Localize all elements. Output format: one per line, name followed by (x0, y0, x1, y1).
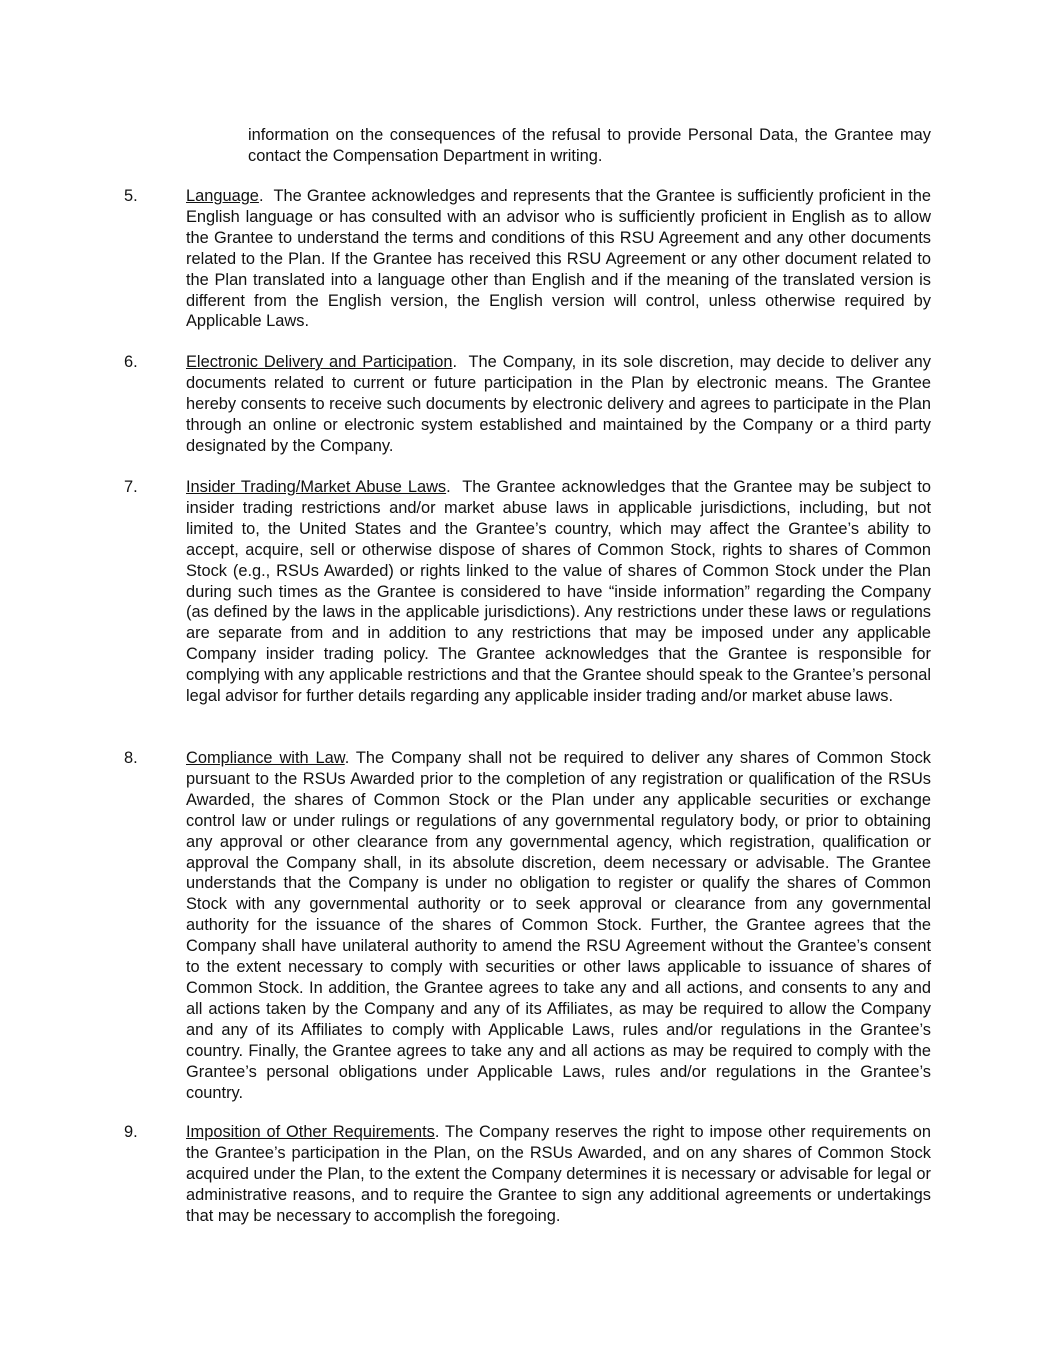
heading-separator: . (452, 353, 469, 371)
heading-separator: . (434, 1123, 445, 1141)
section-text: The Company, in its sole discretion, may decide to deliver any documents related to current or future participation in the Plan by electronic means. The Grantee hereby consents to receive such documents by electronic delivery and agrees to participate in the Plan through an online or electronic system established and maintained by the Company or a third party designated by the Company. (186, 353, 931, 455)
heading-separator: . (344, 749, 356, 767)
continuation-paragraph: information on the consequences of the refusal to provide Personal Data, the Grantee may contact the Compensation Department in writing. (248, 126, 931, 165)
section-5-language (124, 186, 931, 332)
section-number: 8. (124, 749, 138, 767)
section-9-other-requirements (124, 1122, 931, 1227)
section-number: 6. (124, 353, 138, 371)
section-heading: Compliance with Law (186, 749, 345, 767)
section-heading: Language (186, 187, 259, 205)
section-text: The Company reserves the right to impose other requirements on the Grantee’s participation in the Plan, on the RSUs Awarded, and on any shares of Common Stock acquired under the Plan, to the extent the Company determines it is necessary or advisable for legal or administrative reasons, and to require the Grantee to sign any additional agreements or undertakings that may be necessary to accomplish the foregoing. (186, 1123, 932, 1225)
section-number: 7. (124, 478, 138, 496)
section-heading: Imposition of Other Requirements (186, 1123, 435, 1141)
section-number: 9. (124, 1123, 138, 1141)
heading-separator: . (446, 478, 463, 496)
section-7-insider-trading (124, 477, 931, 707)
heading-separator: . (258, 187, 274, 205)
section-8-compliance-with-law (124, 748, 931, 1103)
section-text: The Grantee acknowledges that the Grantee may be subject to insider trading restrictions and/or market abuse laws in applicable jurisdictions, including, but not limited to, the United States and the Grantee’s country, which may affect the Grantee’s ability to accept, acquire, sell or otherwise dispose of shares of Common Stock, rights to shares of Common Stock (e.g., RSUs Awarded) or rights linked to the value of shares of Common Stock under the Plan during such times as the Grantee is considered to have “inside information” regarding the Company (as defined by the laws in the applicable jurisdictions). Any restrictions under these laws or regulations are separate from and in addition to any restrictions that may be imposed under any applicable Company insider trading policy. The Grantee acknowledges that the Grantee is responsible for complying with any applicable restrictions and that the Grantee should speak to the Grantee’s personal legal advisor for further details regarding any applicable insider trading and/or market abuse laws. (186, 478, 931, 706)
section-text: The Grantee acknowledges and represents that the Grantee is sufficiently proficient in the English language or has consulted with an advisor who is sufficiently proficient in English as to allow the Grantee to understand the terms and conditions of this RSU Agreement and any other documents related to the Plan. If the Grantee has received this RSU Agreement or any other document related to the Plan translated into a language other than English and if the meaning of the translated version is different from the English version, the English version will control, unless otherwise required by Applicable Laws. (186, 187, 931, 331)
section-body (186, 477, 931, 707)
section-6-electronic-delivery (124, 352, 931, 457)
section-body (186, 186, 931, 332)
section-body (186, 1122, 931, 1227)
section-number: 5. (124, 187, 138, 205)
section-body (186, 352, 931, 457)
section-heading: Electronic Delivery and Participation (186, 353, 453, 371)
section-heading: Insider Trading/Market Abuse Laws (186, 478, 447, 496)
section-text: The Company shall not be required to deliver any shares of Common Stock pursuant to the RSUs Awarded prior to the completion of any registration or qualification of the RSUs Awarded, the shares of Common Stock or the Plan under any applicable securities or exchange control law or under rulings or regulations of any governmental regulatory body, or prior to obtaining any approval or other clearance from any governmental agency, which registration, qualification or approval the Company shall, in its absolute discretion, deem necessary or advisable. The Grantee understands that the Company is under no obligation to register or qualify the shares of Common Stock with any governmental authority or to seek approval or clearance from any governmental authority for the issuance of the shares of Common Stock. Further, the Grantee agrees that the Company shall have unilateral authority to amend the RSU Agreement without the Grantee’s consent to the extent necessary to comply with securities or other laws applicable to issuance of shares of Common Stock. In addition, the Grantee agrees to take any and all actions, and consents to any and all actions taken by the Company and any of its Affiliates, as may be required to allow the Company and any of its Affiliates to comply with Applicable Laws, rules and/or regulations in the Grantee’s country. Finally, the Grantee agrees to take any and all actions as may be required to comply with the Grantee’s personal obligations under Applicable Laws, rules and/or regulations in the Grantee’s country. (186, 749, 931, 1102)
section-body (186, 748, 931, 1103)
